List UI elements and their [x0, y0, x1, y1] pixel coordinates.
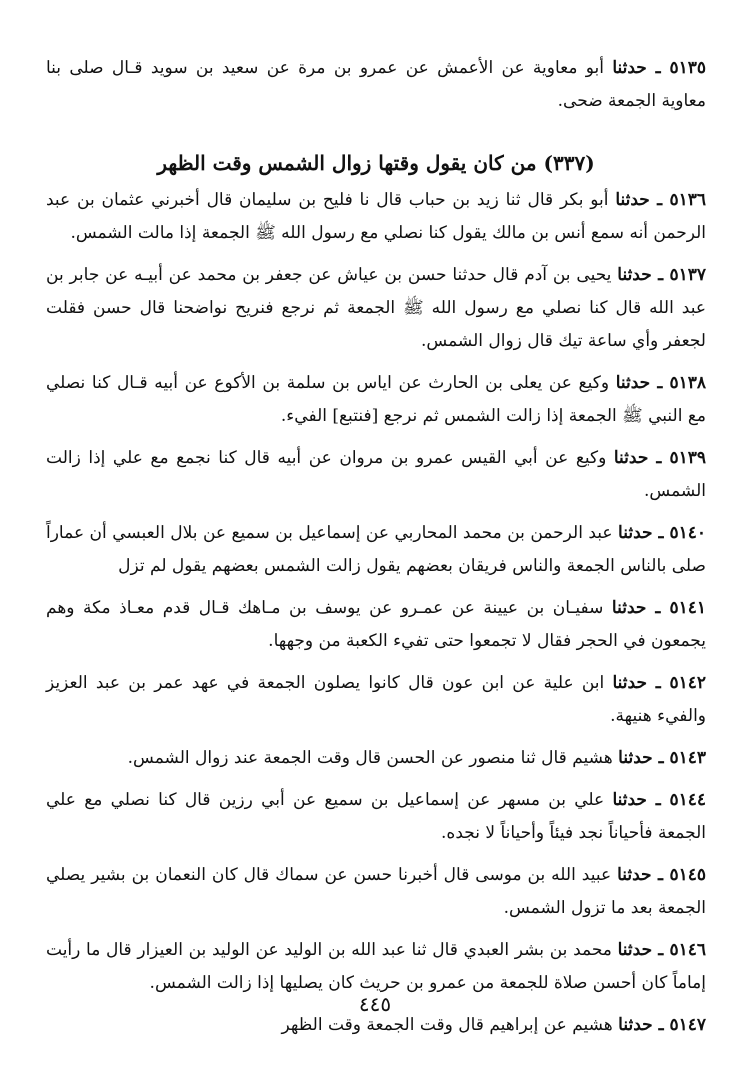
hadith-number: ٥١٤٢ ـ حدثنا — [612, 673, 706, 693]
hadith-text: محمد بن بشر العبدي قال ثنا عبد الله بن الوليد عن الوليد بن العيزار قال ما رأيت إماماً كان أحسن صلاة للجمعة من عمرو بن حريث كان يصليها إذا زالت الشمس. — [46, 940, 706, 993]
hadith-text: أبو بكر قال ثنا زيد بن حباب قال نا فليح بن سليمان قال أخبرني عثمان بن عبد الرحمن أنه سمع أنس بن مالك يقول كنا نصلي مع رسول الله ﷺ الجمعة إذا مالت الشمس. — [46, 190, 706, 243]
hadith-number: ٥١٤٣ ـ حدثنا — [618, 748, 706, 768]
hadith-number: ٥١٣٥ ـ حدثنا — [612, 58, 707, 78]
hadith-5138 — [46, 367, 706, 433]
hadith-text: يحيى بن آدم قال حدثنا حسن بن عياش عن جعفر بن محمد عن أبيـه عن جابر بن عبد الله قال كنا نصلي مع رسول الله ﷺ الجمعة ثم نرجع فنريح نواضحنا قال حسن فقلت لجعفر وأي ساعة تيك قال زوال الشمس. — [46, 265, 706, 351]
chapter-heading: (٣٣٧) من كان يقول وقتها زوال الشمس وقت الظهر — [157, 151, 595, 175]
hadith-number: ٥١٣٩ ـ حدثنا — [613, 448, 707, 468]
hadith-5143 — [46, 742, 706, 775]
hadith-number: ٥١٣٨ ـ حدثنا — [615, 373, 706, 393]
hadith-5145 — [46, 859, 706, 925]
hadith-number: ٥١٤١ ـ حدثنا — [611, 598, 706, 618]
hadith-number: ٥١٤٥ ـ حدثنا — [617, 865, 706, 885]
hadith-number: ٥١٤٦ ـ حدثنا — [617, 940, 707, 960]
hadith-text: وكيع عن أبي القيس عمرو بن مروان عن أبيه قال كنا نجمع مع علي إذا زالت الشمس. — [46, 448, 706, 501]
hadith-text: سفيـان بن عيينة عن عمـرو عن يوسف بن مـاهك قـال قدم معـاذ مكة وهم يجمعون في الحجر فقال لا تجمعوا حتى تفيء الكعبة من وجهها. — [46, 598, 706, 651]
hadith-text: علي بن مسهر عن إسماعيل بن سميع عن أبي رزين قال كنا نصلي مع علي الجمعة فأحياناً نجد فيئاً وأحياناً لا نجده. — [46, 790, 706, 843]
hadith-text: هشيم عن إبراهيم قال وقت الجمعة وقت الظهر — [281, 1015, 619, 1035]
hadith-5142 — [46, 667, 706, 733]
hadith-5141 — [46, 592, 706, 658]
hadith-number: ٥١٣٦ ـ حدثنا — [615, 190, 707, 210]
hadith-5140 — [46, 517, 706, 583]
hadith-text: عبيد الله بن موسى قال أخبرنا حسن عن سماك قال كان النعمان بن بشير يصلي الجمعة بعد ما تزول الشمس. — [46, 865, 706, 918]
hadith-5137 — [46, 259, 706, 358]
hadith-number: ٥١٤٠ ـ حدثنا — [618, 523, 706, 543]
hadith-5136 — [46, 184, 706, 250]
hadith-text: ابن علية عن ابن عون قال كانوا يصلون الجمعة في عهد عمر بن عبد العزيز والفيء هنيهة. — [46, 673, 706, 726]
hadith-5146 — [46, 934, 706, 1000]
hadith-text: أبو معاوية عن الأعمش عن عمرو بن مرة عن سعيد بن سويد قـال صلى بنا معاوية الجمعة ضحى. — [46, 58, 706, 111]
hadith-number: ٥١٣٧ ـ حدثنا — [617, 265, 706, 285]
hadith-text: هشيم قال ثنا منصور عن الحسن قال وقت الجمعة عند زوال الشمس. — [127, 748, 619, 768]
hadith-text: وكيع عن يعلى بن الحارث عن اياس بن سلمة بن الأكوع عن أبيه قـال كنا نصلي مع النبي ﷺ الجمعة إذا زالت الشمس ثم نرجع [فنتبع] الفيء. — [46, 373, 706, 426]
page-number: ٤٤٥ — [358, 992, 392, 1016]
page-body — [46, 52, 706, 1051]
hadith-number: ٥١٤٧ ـ حدثنا — [618, 1015, 706, 1035]
hadith-5139 — [46, 442, 706, 508]
hadith-number: ٥١٤٤ ـ حدثنا — [612, 790, 706, 810]
hadith-5144 — [46, 784, 706, 850]
hadith-text: عبد الرحمن بن محمد المحاربي عن إسماعيل بن سميع عن بلال العبسي أن عماراً صلى بالناس الجمعة والناس فريقان بعضهم يقول زالت الشمس بعضهم يقول لم تزل — [46, 523, 706, 576]
hadith-5135 — [46, 52, 706, 118]
